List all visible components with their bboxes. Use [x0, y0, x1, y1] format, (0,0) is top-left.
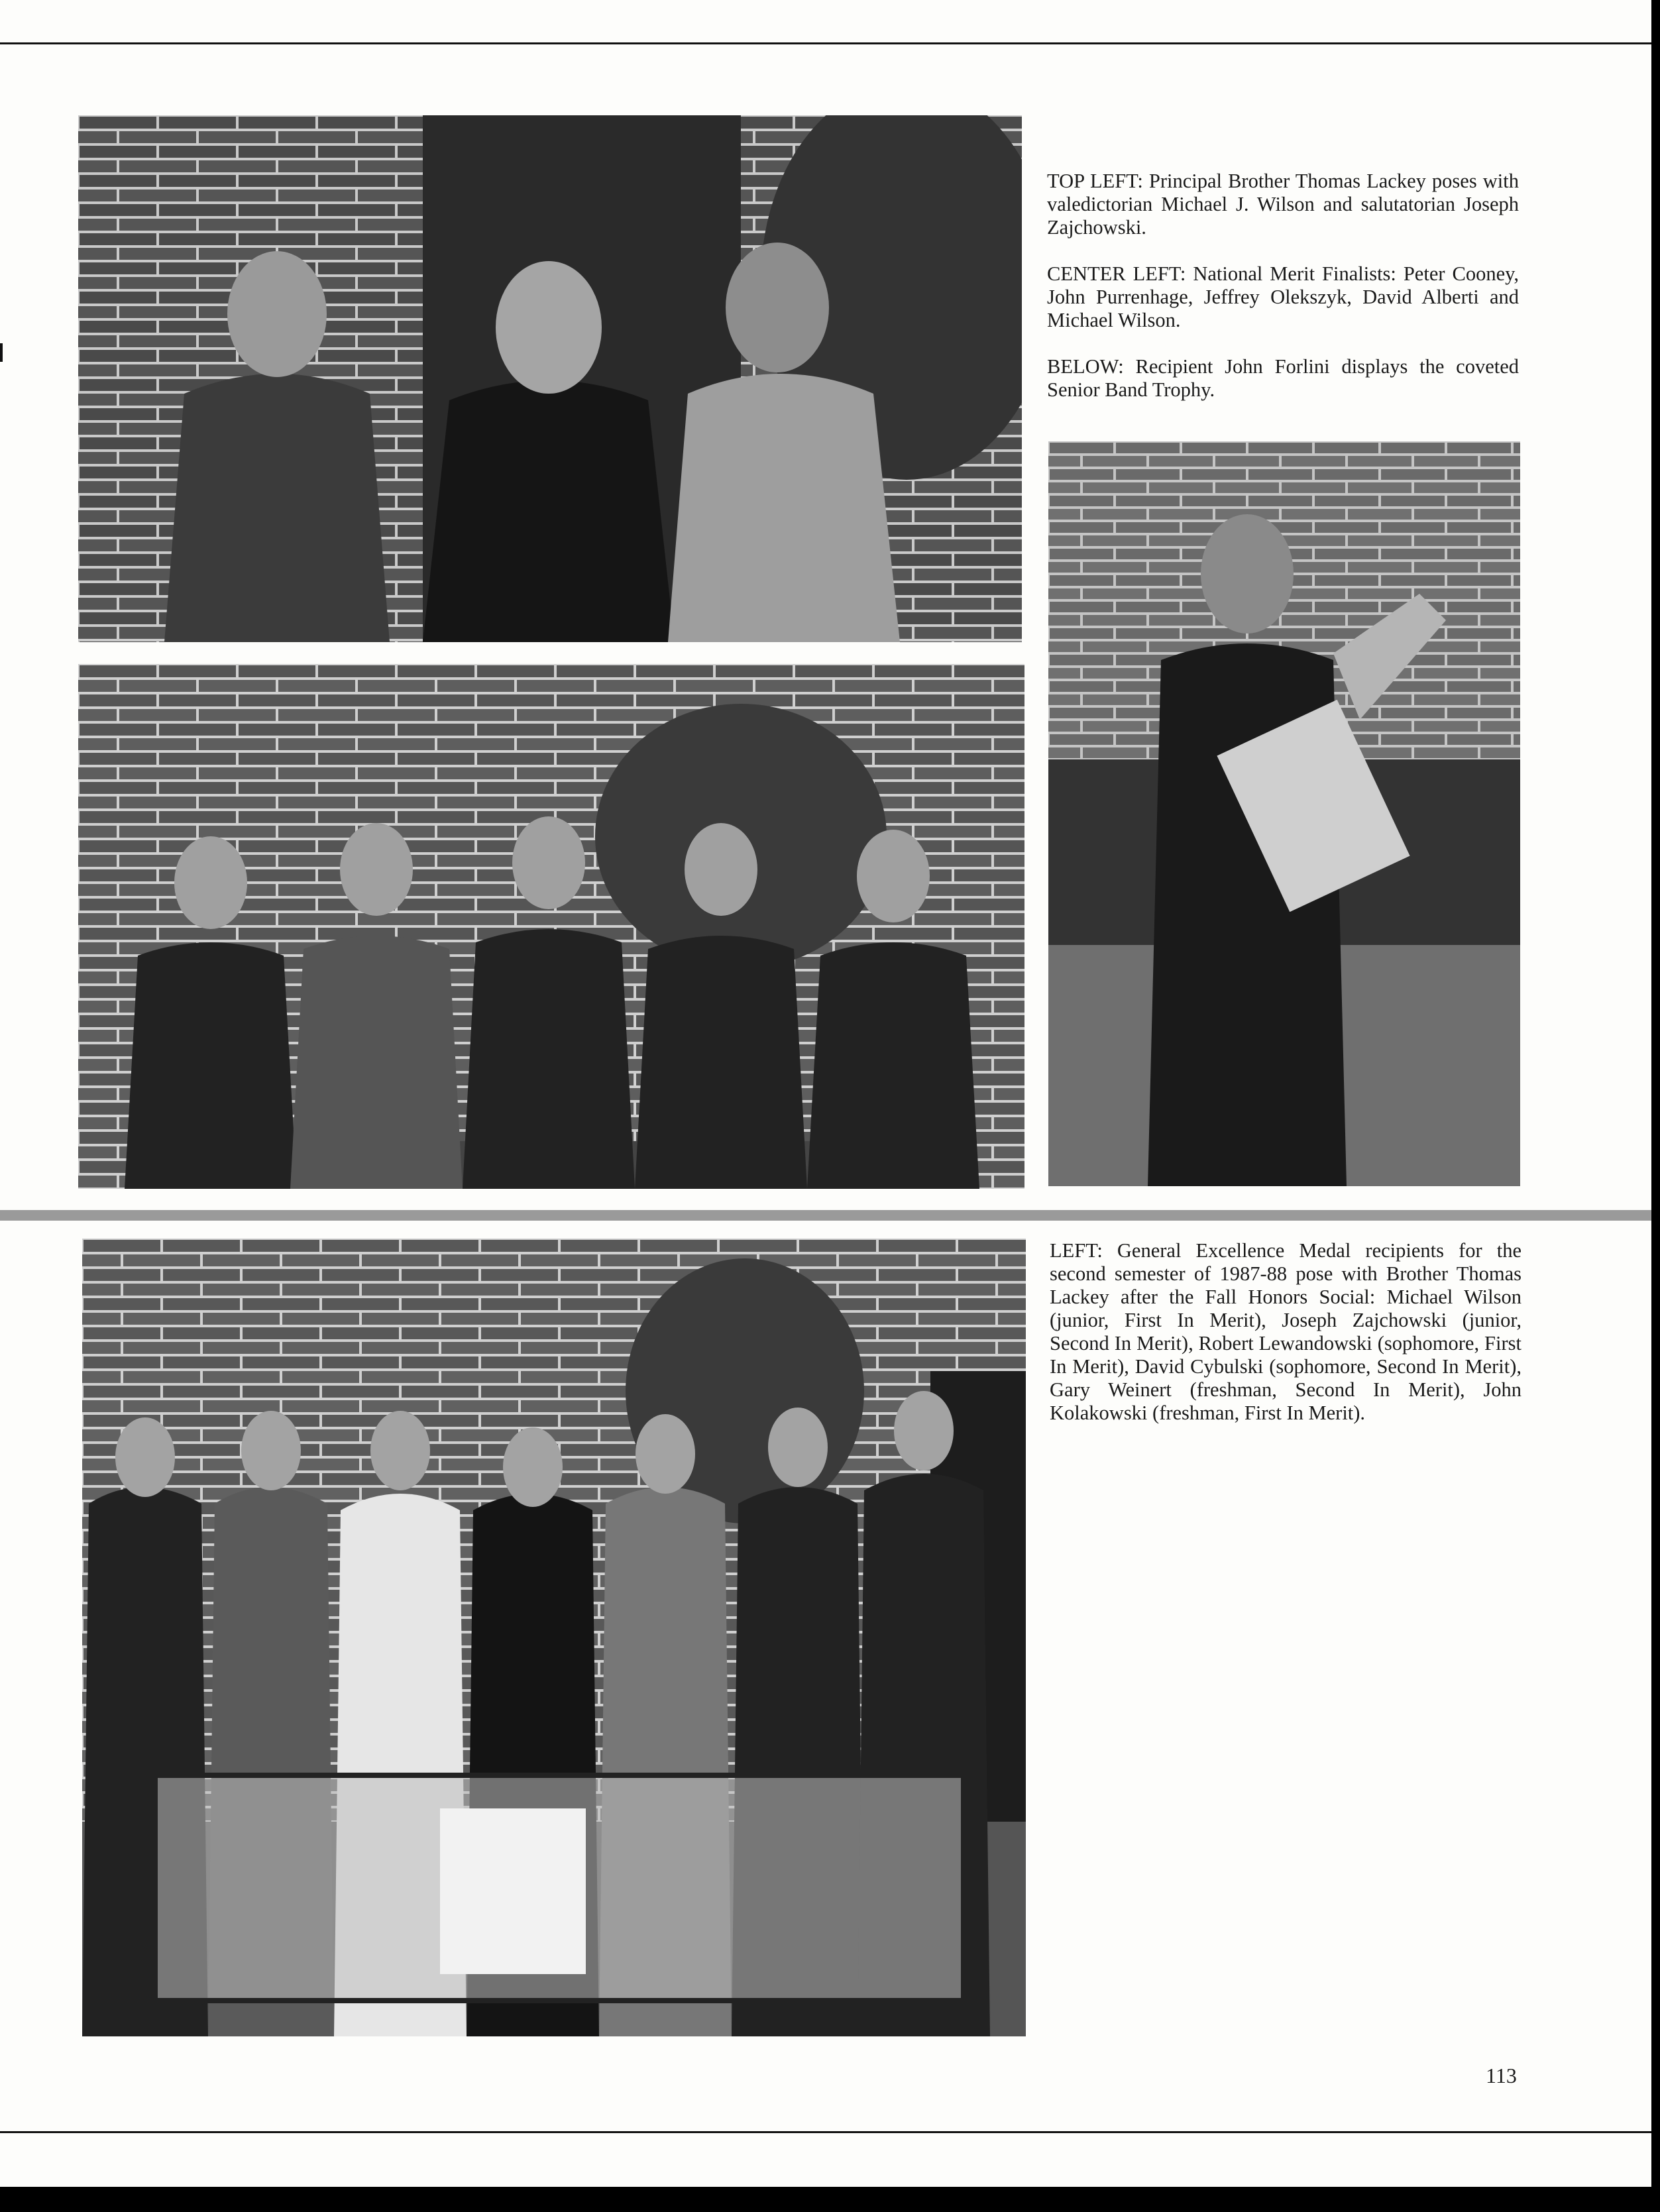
photo-excellence-medal-recipients — [82, 1239, 1026, 2036]
binding-mark — [0, 343, 3, 362]
caption-center-left: CENTER LEFT: National Merit Finalists: Peter Cooney, John Purrenhage, Jeffrey Olekszyk, David Alberti and Michael Wilson. — [1047, 262, 1519, 331]
caption-left: LEFT: General Excellence Medal recipients for the second semester of 1987-88 pose with Brother Thomas Lackey after the Fall Honors Social: Michael Wilson (junior, First In Merit), Joseph Zajchowski (junior, Second In Merit), Robert Lewandowski (sophomore, First In Merit), David Cybulski (sophomore, Second In Merit), Gary Weinert (freshman, Second In Merit), John Kolakowski (freshman, First In Merit). — [1050, 1239, 1522, 1424]
caption-block-top — [1047, 170, 1519, 425]
bottom-rule — [0, 2131, 1651, 2133]
photo-valedictorian-salutatorian — [78, 115, 1022, 642]
caption-top-left: TOP LEFT: Principal Brother Thomas Lackey poses with valedictorian Michael J. Wilson and salutatorian Joseph Zajchowski. — [1047, 170, 1519, 239]
page-number: 113 — [1486, 2064, 1517, 2087]
caption-block-bottom — [1050, 1239, 1522, 1448]
photo-band-trophy — [1048, 441, 1520, 1186]
section-divider — [0, 1210, 1651, 1221]
caption-below: BELOW: Recipient John Forlini displays the coveted Senior Band Trophy. — [1047, 355, 1519, 401]
top-rule — [0, 42, 1651, 44]
photo-merit-finalists — [78, 664, 1024, 1189]
